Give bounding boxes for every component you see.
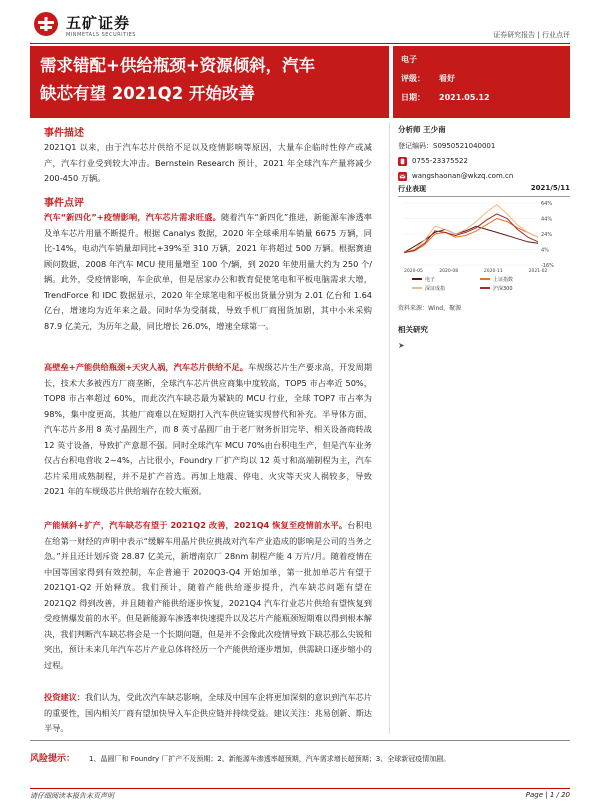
p1-highlight: 汽车“新四化”+疫情影响，汽车芯片需求旺盛。 xyxy=(44,212,222,222)
section-title-comment: 事件点评 xyxy=(44,198,84,209)
paragraph-4 xyxy=(44,690,372,737)
chart-y-tick: -16% xyxy=(541,263,554,269)
event-paragraph: 2021Q1 以来，由于汽车芯片供给不足以及疫情影响等原因，大量车企临时性停产或减产，汽车行业受到较大冲击。Bernstein Research 预计，2021 年全球汽车产量将减少 200-450 万辆。 xyxy=(44,142,372,183)
chart-y-tick: 64% xyxy=(541,201,553,207)
p2-text: 车规级芯片生产要求高，开发周期长，技术大多被西方厂商垄断，全球汽车芯片供应商集中度较高，TOP5 市占率近 50%，TOP8 市占率超过 60%，而此次汽车缺芯最为紧缺的 MCU 行业，全球 TOP7 市占率为 98%，集中度更高，其他厂商难以在短期打入汽车供应链实现替代和补充。半导体方面，汽车芯片多用 8 英寸晶圆生产，而 8 英寸晶圆厂由于老厂财务折旧完毕、相关设备商转战 12 英寸设备，导致扩产意愿不强。同时全球汽车 MCU 70%由台积电生产，但是汽车业务仅占台积电营收 2~4%，占比很小，Foundry 厂扩产均以 12 英寸和高端制程为主，汽车芯片采用成熟制程，并不是扩产首选。再加上地震、停电、火灾等天灾人祸较多，导致 2021 年的车规级芯片供给端存在较大瓶颈。 xyxy=(44,362,372,496)
chart-legend-label: 沪深300 xyxy=(493,286,513,292)
report-title-line1: 需求错配+供给瓶颈+资源倾斜，汽车 xyxy=(40,56,316,75)
related-arrow-icon[interactable]: ➤ xyxy=(398,341,405,350)
analyst-phone-row xyxy=(398,154,570,169)
paragraph-2 xyxy=(44,360,372,500)
analyst-phone: 0755-23375522 xyxy=(412,157,468,165)
page-header xyxy=(30,8,570,44)
risk-text: 1、晶圆厂和 Foundry 厂扩产不及预期；2、新能源车渗透率超预期，汽车需求增长超预期；3、全球新冠疫情加剧。 xyxy=(89,755,451,763)
page-number: Page | 1 / 20 xyxy=(525,791,570,799)
rating-value: 看好 xyxy=(439,74,455,83)
chart-x-tick: 2020-05 xyxy=(404,269,423,274)
related-research-title: 相关研究 xyxy=(398,325,428,334)
chart-x-tick: 2020-11 xyxy=(483,269,503,274)
page-footer xyxy=(30,788,570,801)
title-band xyxy=(30,46,389,118)
email-icon xyxy=(398,172,407,181)
chart-series-line xyxy=(404,219,538,253)
chart-x-tick: 2021-02 xyxy=(528,269,548,274)
date-label: 日期： xyxy=(401,93,425,102)
performance-chart xyxy=(398,197,570,297)
chart-title: 行业表现 xyxy=(398,185,426,193)
report-title-line2: 缺芯有望 2021Q2 开始改善 xyxy=(40,84,255,103)
chart-header xyxy=(398,184,570,197)
phone-icon xyxy=(398,157,407,166)
p2-highlight: 高壁垒+产能供给瓶颈+天灾人祸，汽车芯片供给不足。 xyxy=(44,362,249,372)
p1-text: 随着汽车“新四化”推进，新能源车渗透率及单车芯片用量不断提升。根据 Canalys 数据，2020 年全球乘用车销量 6675 万辆，同比-14%，电动汽车销量却同比+39%至 310 万辆，2021 年将超过 500 万辆。根据赛迪顾问数据，2008 年汽车 MCU 使用量增至 100 个/辆，到 2020 年使用量大约为 250 个/辆。此外，受疫情影响，车企砍单，但是居家办公和教育促使笔电和平板电脑需求大增，TrendForce 和 IDC 数据显示，2020 年全球笔电和平板出货量分别为 2.01 亿台和 1.64 亿台，增速均为近年来之最。同时华为受制裁，导致手机厂商囤货加剧，其中小米采购 87.9 亿美元，为历年之最，同比增长 26.0%，增速全球第一。 xyxy=(44,212,372,331)
analyst-block xyxy=(398,124,570,184)
chart-source: 资料来源：Wind，聚源 xyxy=(398,305,462,312)
risk-title: 风险提示： xyxy=(30,754,76,764)
p4-text: 我们认为，受此次汽车缺芯影响，全球及中国车企将更加深刻的意识到汽车芯片的重要性，国内相关厂商有望加快导入车企供应链并持续受益。建议关注：兆易创新、斯达半导。 xyxy=(44,692,372,733)
chart-legend-label: 上证指数 xyxy=(493,277,514,283)
risk-block xyxy=(30,740,570,764)
p3-highlight: 产能倾斜+扩产，汽车缺芯有望于 2021Q2 改善，2021Q4 恢复至疫情前水平。 xyxy=(44,520,348,530)
analyst-reg: 登记编码：S0950521040001 xyxy=(398,142,496,150)
logo-subtext: MINMETALS SECURITIES xyxy=(66,32,136,38)
chart-legend-label: 电子 xyxy=(425,277,436,283)
logo-text: 五矿证券 xyxy=(66,14,131,32)
analyst-name: 分析师 王少南 xyxy=(398,125,446,134)
industry: 电子 xyxy=(401,55,417,64)
section-title-event: 事件描述 xyxy=(44,128,84,139)
chart-y-tick: 4% xyxy=(541,247,549,254)
rating-label: 评级： xyxy=(401,74,425,83)
date-value: 2021.05.12 xyxy=(439,93,490,102)
column-divider xyxy=(389,122,390,734)
report-type: 证券研究报告 | 行业点评 xyxy=(493,31,570,39)
analyst-email[interactable]: wangshaonan@wkzq.com.cn xyxy=(412,172,514,180)
analyst-email-row xyxy=(398,169,570,184)
footer-disclaimer: 请仔细阅读本报告末页声明 xyxy=(30,792,114,800)
chart-y-tick: 44% xyxy=(541,216,553,223)
chart-y-tick: 24% xyxy=(541,232,553,238)
minmetals-logo-icon xyxy=(30,10,62,38)
p4-highlight: 投资建议： xyxy=(44,692,85,702)
chart-date: 2021/5/11 xyxy=(530,184,570,192)
chart-legend-label: 深证成指 xyxy=(425,286,446,292)
paragraph-3 xyxy=(44,518,372,673)
chart-block xyxy=(398,184,570,350)
paragraph-1 xyxy=(44,210,372,334)
info-band xyxy=(393,46,570,118)
p3-text: 台积电在给第一财经的声明中表示“缓解车用晶片供应挑战对汽车产业造成的影响是公司的当务之急。”并且还计划斥资 28.87 亿美元，新增南京厂 28nm 制程产能 4 万片/月。随着疫情在中国等国家得到有效控制，车企普遍于 2020Q3-Q4 开始加单，第一批加单芯片有望于 2021Q1-Q2 开始释放。我们预计，随着产能供给逐步提升，汽车缺芯问题有望在 2021Q2 得到改善，并且随着产能供给逐步恢复，2021Q4 汽车行业芯片供给有望恢复到受疫情爆发前的水平。但是新能源车渗透率快速提升以及芯片产能瓶颈短期难以得到根本解决，我们判断汽车缺芯将会是一个长期问题，但是并不会像此次疫情导致下缺芯那么尖锐和突出，预计未来几年汽车芯片产业总体将经历一个产能供给逐步增加，供需缺口逐步缩小的过程。 xyxy=(44,520,372,670)
chart-x-tick: 2020-08 xyxy=(439,269,459,274)
